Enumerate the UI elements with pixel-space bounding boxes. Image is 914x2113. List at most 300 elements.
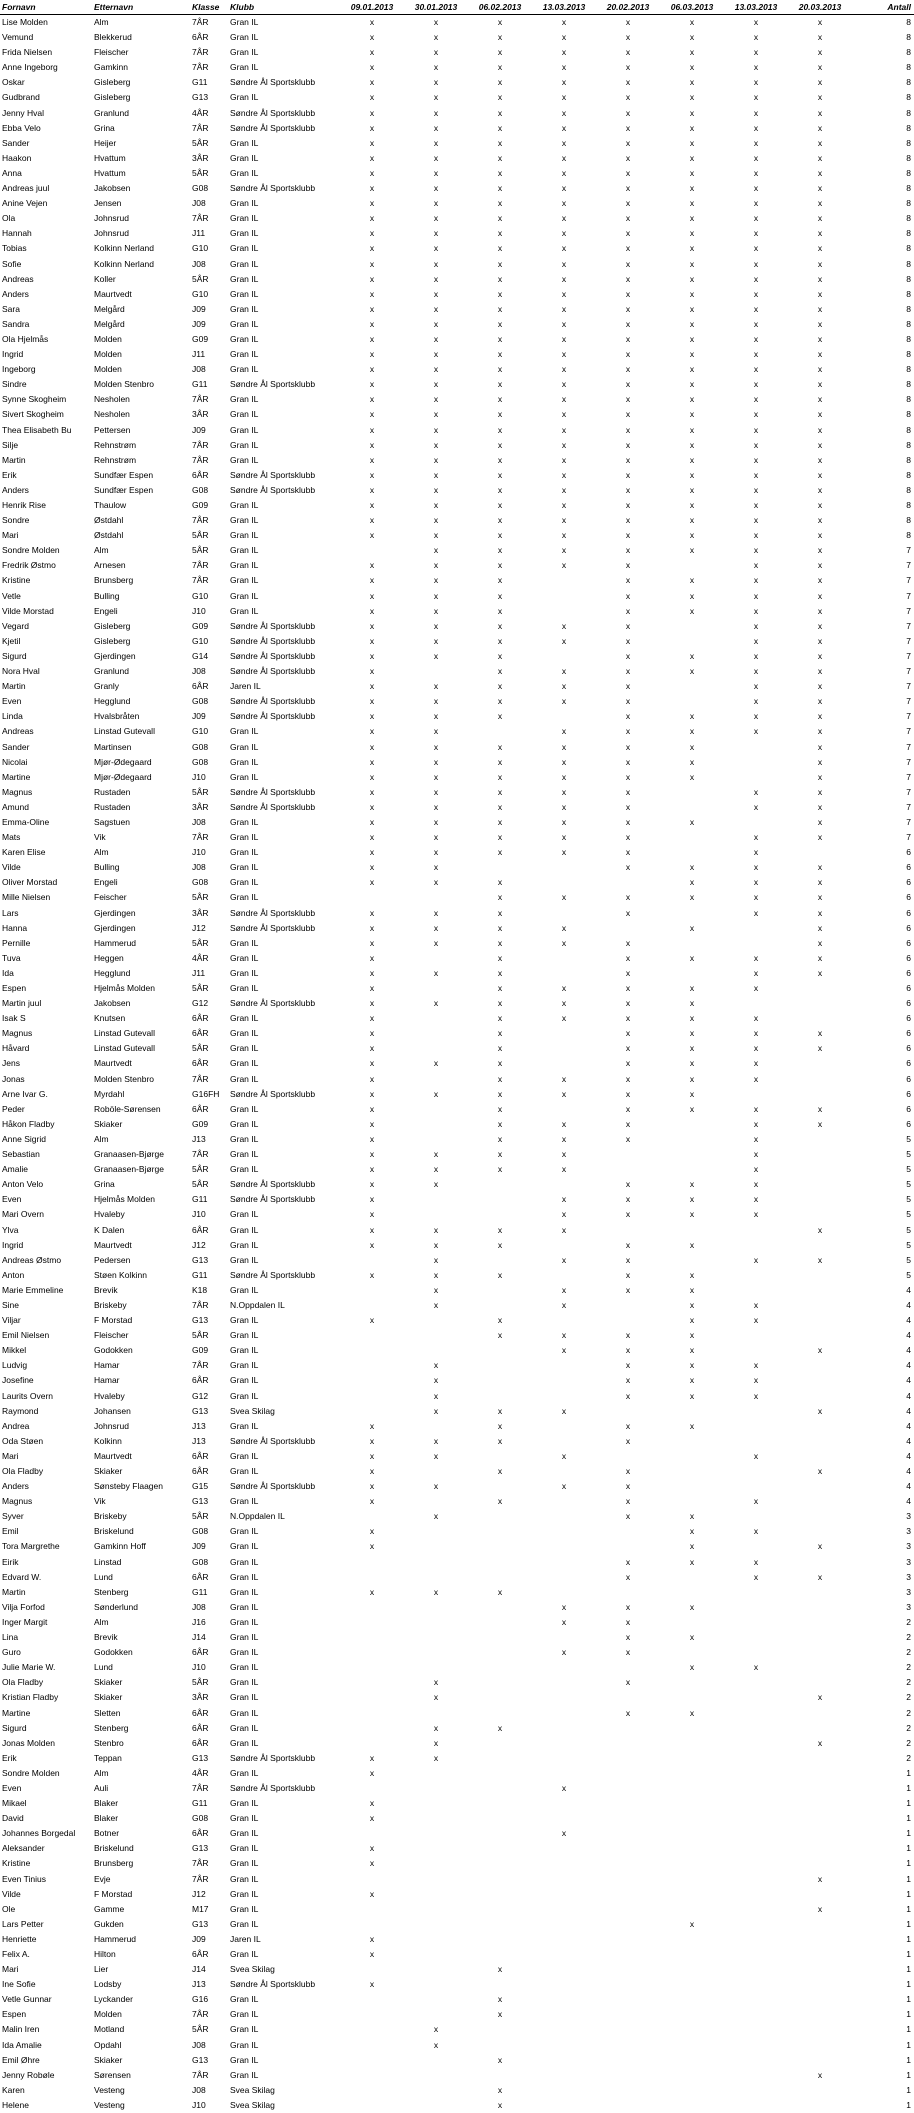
class-cell: 5ÅR — [190, 1177, 228, 1192]
date-6-cell — [660, 1887, 724, 1902]
header-date-5: 20.02.2013 — [596, 0, 660, 15]
club-cell: Gran IL — [228, 1132, 340, 1147]
date-5-cell: x — [596, 860, 660, 875]
first-name-cell: Sondre Molden — [0, 1766, 92, 1781]
date-3-cell: x — [468, 589, 532, 604]
club-cell: Søndre Ål Sportsklubb — [228, 121, 340, 136]
date-8-cell: x — [788, 679, 852, 694]
date-1-cell: x — [340, 1494, 404, 1509]
first-name-cell: Anine Vejen — [0, 196, 92, 211]
date-1-cell — [340, 1404, 404, 1419]
date-8-cell: x — [788, 709, 852, 724]
date-4-cell: x — [532, 136, 596, 151]
count-cell: 5 — [852, 1223, 914, 1238]
date-2-cell: x — [404, 921, 468, 936]
class-cell: J10 — [190, 1660, 228, 1675]
date-8-cell — [788, 1389, 852, 1404]
date-3-cell — [468, 1570, 532, 1585]
class-cell: J12 — [190, 1887, 228, 1902]
date-3-cell — [468, 1856, 532, 1871]
table-row — [0, 1117, 914, 1132]
date-1-cell: x — [340, 906, 404, 921]
date-3-cell: x — [468, 60, 532, 75]
last-name-cell: Feischer — [92, 890, 190, 905]
header-klubb: Klubb — [228, 0, 340, 15]
date-5-cell: x — [596, 1132, 660, 1147]
first-name-cell: Jonas Molden — [0, 1736, 92, 1751]
date-7-cell: x — [724, 438, 788, 453]
count-cell: 8 — [852, 226, 914, 241]
class-cell: 6ÅR — [190, 1721, 228, 1736]
count-cell: 1 — [852, 1932, 914, 1947]
class-cell: G08 — [190, 694, 228, 709]
count-cell: 1 — [852, 1977, 914, 1992]
date-2-cell: x — [404, 1585, 468, 1600]
date-6-cell: x — [660, 1072, 724, 1087]
date-5-cell: x — [596, 121, 660, 136]
club-cell: Gran IL — [228, 543, 340, 558]
date-5-cell: x — [596, 1600, 660, 1615]
date-5-cell: x — [596, 332, 660, 347]
last-name-cell: Brevik — [92, 1283, 190, 1298]
date-2-cell: x — [404, 1056, 468, 1071]
date-6-cell — [660, 1841, 724, 1856]
date-2-cell — [404, 1555, 468, 1570]
date-2-cell: x — [404, 453, 468, 468]
table-row — [0, 679, 914, 694]
class-cell: G13 — [190, 1751, 228, 1766]
date-2-cell: x — [404, 75, 468, 90]
date-5-cell: x — [596, 1087, 660, 1102]
first-name-cell: Vetle — [0, 589, 92, 604]
date-1-cell: x — [340, 151, 404, 166]
date-2-cell: x — [404, 151, 468, 166]
table-row — [0, 1373, 914, 1388]
date-4-cell — [532, 906, 596, 921]
date-2-cell — [404, 1600, 468, 1615]
date-5-cell: x — [596, 1026, 660, 1041]
first-name-cell: Andreas Østmo — [0, 1253, 92, 1268]
first-name-cell: Thea Elisabeth Bu — [0, 423, 92, 438]
last-name-cell: Opdahl — [92, 2038, 190, 2053]
count-cell: 8 — [852, 302, 914, 317]
date-2-cell: x — [404, 709, 468, 724]
table-row — [0, 740, 914, 755]
date-4-cell: x — [532, 1328, 596, 1343]
date-4-cell — [532, 1660, 596, 1675]
club-cell: Søndre Ål Sportsklubb — [228, 906, 340, 921]
class-cell: 5ÅR — [190, 1675, 228, 1690]
date-3-cell — [468, 1675, 532, 1690]
club-cell: Gran IL — [228, 1856, 340, 1871]
date-3-cell: x — [468, 1962, 532, 1977]
club-cell: Gran IL — [228, 1766, 340, 1781]
date-5-cell: x — [596, 1041, 660, 1056]
date-6-cell — [660, 1766, 724, 1781]
class-cell: 5ÅR — [190, 543, 228, 558]
club-cell: Gran IL — [228, 724, 340, 739]
first-name-cell: Håvard — [0, 1041, 92, 1056]
last-name-cell: Rustaden — [92, 800, 190, 815]
date-7-cell: x — [724, 845, 788, 860]
count-cell: 4 — [852, 1373, 914, 1388]
count-cell: 6 — [852, 906, 914, 921]
club-cell: Svea Skilag — [228, 1404, 340, 1419]
last-name-cell: Vesteng — [92, 2098, 190, 2113]
first-name-cell: Even — [0, 1192, 92, 1207]
date-3-cell: x — [468, 740, 532, 755]
first-name-cell: Lars Petter — [0, 1917, 92, 1932]
date-1-cell: x — [340, 90, 404, 105]
table-row — [0, 257, 914, 272]
date-1-cell: x — [340, 1102, 404, 1117]
date-4-cell: x — [532, 272, 596, 287]
date-5-cell: x — [596, 604, 660, 619]
date-8-cell: x — [788, 2068, 852, 2083]
last-name-cell: Skiaker — [92, 1117, 190, 1132]
table-row — [0, 166, 914, 181]
date-6-cell: x — [660, 1026, 724, 1041]
club-cell: Gran IL — [228, 136, 340, 151]
date-7-cell: x — [724, 90, 788, 105]
date-8-cell: x — [788, 573, 852, 588]
count-cell: 2 — [852, 1706, 914, 1721]
date-1-cell — [340, 1343, 404, 1358]
last-name-cell: Stenberg — [92, 1585, 190, 1600]
date-1-cell — [340, 1298, 404, 1313]
date-2-cell — [404, 1494, 468, 1509]
date-5-cell: x — [596, 709, 660, 724]
date-4-cell — [532, 1811, 596, 1826]
first-name-cell: Tobias — [0, 241, 92, 256]
date-4-cell: x — [532, 679, 596, 694]
date-6-cell: x — [660, 589, 724, 604]
date-5-cell: x — [596, 166, 660, 181]
date-4-cell — [532, 875, 596, 890]
first-name-cell: Mari — [0, 1449, 92, 1464]
date-6-cell — [660, 2053, 724, 2068]
first-name-cell: Mikkel — [0, 1343, 92, 1358]
count-cell: 8 — [852, 377, 914, 392]
date-1-cell — [340, 1826, 404, 1841]
date-7-cell — [724, 815, 788, 830]
table-row — [0, 181, 914, 196]
last-name-cell: Blaker — [92, 1811, 190, 1826]
date-8-cell: x — [788, 407, 852, 422]
date-7-cell — [724, 1917, 788, 1932]
club-cell: Søndre Ål Sportsklubb — [228, 1192, 340, 1207]
date-5-cell: x — [596, 136, 660, 151]
table-row — [0, 1147, 914, 1162]
date-5-cell: x — [596, 1675, 660, 1690]
date-2-cell: x — [404, 121, 468, 136]
date-8-cell — [788, 1419, 852, 1434]
date-5-cell: x — [596, 785, 660, 800]
date-1-cell: x — [340, 181, 404, 196]
date-5-cell: x — [596, 181, 660, 196]
date-6-cell — [660, 1721, 724, 1736]
date-5-cell: x — [596, 1268, 660, 1283]
date-3-cell: x — [468, 1268, 532, 1283]
last-name-cell: Arnesen — [92, 558, 190, 573]
count-cell: 6 — [852, 966, 914, 981]
date-5-cell — [596, 1932, 660, 1947]
date-4-cell — [532, 2068, 596, 2083]
date-7-cell: x — [724, 211, 788, 226]
date-4-cell — [532, 2022, 596, 2037]
header-fornavn: Fornavn — [0, 0, 92, 15]
club-cell: Gran IL — [228, 558, 340, 573]
club-cell: Gran IL — [228, 1826, 340, 1841]
table-row — [0, 1298, 914, 1313]
date-2-cell: x — [404, 317, 468, 332]
first-name-cell: Emil Øhre — [0, 2053, 92, 2068]
date-2-cell: x — [404, 483, 468, 498]
count-cell: 3 — [852, 1509, 914, 1524]
class-cell: J11 — [190, 347, 228, 362]
date-2-cell — [404, 1072, 468, 1087]
date-6-cell: x — [660, 1177, 724, 1192]
date-4-cell: x — [532, 558, 596, 573]
date-8-cell — [788, 1072, 852, 1087]
date-8-cell — [788, 2083, 852, 2098]
last-name-cell: Gjerdingen — [92, 921, 190, 936]
date-8-cell — [788, 996, 852, 1011]
date-8-cell — [788, 1238, 852, 1253]
count-cell: 2 — [852, 1615, 914, 1630]
date-2-cell — [404, 1011, 468, 1026]
date-2-cell: x — [404, 936, 468, 951]
date-7-cell: x — [724, 664, 788, 679]
first-name-cell: Jens — [0, 1056, 92, 1071]
last-name-cell: Gisleberg — [92, 75, 190, 90]
date-2-cell — [404, 1977, 468, 1992]
first-name-cell: Martine — [0, 770, 92, 785]
count-cell: 8 — [852, 60, 914, 75]
date-1-cell: x — [340, 1887, 404, 1902]
date-4-cell: x — [532, 1645, 596, 1660]
first-name-cell: Pernille — [0, 936, 92, 951]
date-7-cell: x — [724, 302, 788, 317]
date-2-cell — [404, 1962, 468, 1977]
club-cell: Gran IL — [228, 1056, 340, 1071]
date-1-cell: x — [340, 1207, 404, 1222]
table-row — [0, 1675, 914, 1690]
class-cell: 5ÅR — [190, 1509, 228, 1524]
club-cell: Jaren IL — [228, 1932, 340, 1947]
date-3-cell: x — [468, 875, 532, 890]
club-cell: Søndre Ål Sportsklubb — [228, 996, 340, 1011]
date-2-cell: x — [404, 815, 468, 830]
club-cell: Gran IL — [228, 407, 340, 422]
date-1-cell — [340, 2022, 404, 2037]
date-6-cell: x — [660, 15, 724, 31]
club-cell: Gran IL — [228, 347, 340, 362]
date-6-cell: x — [660, 332, 724, 347]
date-7-cell — [724, 1736, 788, 1751]
date-3-cell: x — [468, 2053, 532, 2068]
date-5-cell: x — [596, 936, 660, 951]
date-1-cell: x — [340, 996, 404, 1011]
first-name-cell: Linda — [0, 709, 92, 724]
club-cell: Gran IL — [228, 90, 340, 105]
date-2-cell: x — [404, 649, 468, 664]
date-6-cell — [660, 2068, 724, 2083]
date-5-cell — [596, 1872, 660, 1887]
date-8-cell — [788, 1177, 852, 1192]
count-cell: 5 — [852, 1132, 914, 1147]
class-cell: 6ÅR — [190, 1645, 228, 1660]
date-3-cell: x — [468, 438, 532, 453]
first-name-cell: Isak S — [0, 1011, 92, 1026]
date-1-cell: x — [340, 1449, 404, 1464]
date-8-cell: x — [788, 136, 852, 151]
last-name-cell: Grina — [92, 121, 190, 136]
date-8-cell — [788, 1826, 852, 1841]
date-6-cell — [660, 1826, 724, 1841]
count-cell: 1 — [852, 1887, 914, 1902]
date-1-cell: x — [340, 709, 404, 724]
club-cell: Gran IL — [228, 1796, 340, 1811]
club-cell: Gran IL — [228, 1102, 340, 1117]
table-row — [0, 332, 914, 347]
club-cell: Gran IL — [228, 1373, 340, 1388]
date-7-cell: x — [724, 1524, 788, 1539]
count-cell: 8 — [852, 438, 914, 453]
first-name-cell: Jenny Hval — [0, 106, 92, 121]
date-5-cell — [596, 1902, 660, 1917]
first-name-cell: Erik — [0, 468, 92, 483]
date-6-cell — [660, 1962, 724, 1977]
date-2-cell: x — [404, 906, 468, 921]
date-2-cell: x — [404, 287, 468, 302]
table-row — [0, 1736, 914, 1751]
date-5-cell: x — [596, 770, 660, 785]
date-7-cell: x — [724, 860, 788, 875]
date-1-cell: x — [340, 1419, 404, 1434]
date-7-cell — [724, 2068, 788, 2083]
class-cell: 7ÅR — [190, 1856, 228, 1871]
club-cell: Gran IL — [228, 151, 340, 166]
class-cell: J08 — [190, 2038, 228, 2053]
count-cell: 5 — [852, 1207, 914, 1222]
date-3-cell — [468, 1615, 532, 1630]
date-4-cell — [532, 1917, 596, 1932]
date-7-cell — [724, 1539, 788, 1554]
last-name-cell: Roböle-Sørensen — [92, 1102, 190, 1117]
date-8-cell: x — [788, 317, 852, 332]
date-5-cell: x — [596, 1238, 660, 1253]
date-4-cell: x — [532, 317, 596, 332]
table-row — [0, 558, 914, 573]
table-row — [0, 30, 914, 45]
last-name-cell: Alm — [92, 1766, 190, 1781]
date-8-cell — [788, 1147, 852, 1162]
date-1-cell: x — [340, 75, 404, 90]
date-3-cell: x — [468, 1585, 532, 1600]
table-row — [0, 2038, 914, 2053]
first-name-cell: Vilde Morstad — [0, 604, 92, 619]
date-6-cell — [660, 1811, 724, 1826]
class-cell: M17 — [190, 1902, 228, 1917]
date-8-cell: x — [788, 1736, 852, 1751]
last-name-cell: F Morstad — [92, 1313, 190, 1328]
date-6-cell: x — [660, 1389, 724, 1404]
count-cell: 6 — [852, 921, 914, 936]
club-cell: Gran IL — [228, 815, 340, 830]
date-1-cell: x — [340, 1056, 404, 1071]
first-name-cell: Sivert Skogheim — [0, 407, 92, 422]
count-cell: 8 — [852, 498, 914, 513]
table-row — [0, 151, 914, 166]
table-row — [0, 1796, 914, 1811]
date-5-cell — [596, 2053, 660, 2068]
date-5-cell: x — [596, 453, 660, 468]
club-cell: Gran IL — [228, 317, 340, 332]
date-3-cell — [468, 1253, 532, 1268]
date-4-cell — [532, 1992, 596, 2007]
date-5-cell — [596, 2098, 660, 2113]
table-row — [0, 272, 914, 287]
date-1-cell: x — [340, 936, 404, 951]
club-cell: Gran IL — [228, 1494, 340, 1509]
date-6-cell: x — [660, 1102, 724, 1117]
last-name-cell: Fleischer — [92, 45, 190, 60]
date-8-cell — [788, 1328, 852, 1343]
last-name-cell: Sundfær Espen — [92, 483, 190, 498]
last-name-cell: F Morstad — [92, 1887, 190, 1902]
count-cell: 4 — [852, 1328, 914, 1343]
date-7-cell — [724, 1856, 788, 1871]
date-8-cell — [788, 1479, 852, 1494]
first-name-cell: Hanna — [0, 921, 92, 936]
last-name-cell: Stenberg — [92, 1721, 190, 1736]
last-name-cell: Pettersen — [92, 423, 190, 438]
date-5-cell — [596, 2007, 660, 2022]
date-1-cell: x — [340, 921, 404, 936]
date-7-cell — [724, 1706, 788, 1721]
club-cell: Søndre Ål Sportsklubb — [228, 1479, 340, 1494]
date-6-cell — [660, 906, 724, 921]
last-name-cell: Rehnstrøm — [92, 453, 190, 468]
first-name-cell: Magnus — [0, 1494, 92, 1509]
club-cell: Søndre Ål Sportsklubb — [228, 634, 340, 649]
count-cell: 8 — [852, 15, 914, 31]
club-cell: Gran IL — [228, 1449, 340, 1464]
date-4-cell: x — [532, 996, 596, 1011]
date-3-cell — [468, 1706, 532, 1721]
table-row — [0, 1751, 914, 1766]
date-1-cell: x — [340, 604, 404, 619]
date-8-cell: x — [788, 1404, 852, 1419]
date-7-cell: x — [724, 1298, 788, 1313]
club-cell: N.Oppdalen IL — [228, 1509, 340, 1524]
count-cell: 8 — [852, 136, 914, 151]
first-name-cell: Anders — [0, 287, 92, 302]
first-name-cell: Kristine — [0, 573, 92, 588]
class-cell: 4ÅR — [190, 951, 228, 966]
date-5-cell: x — [596, 60, 660, 75]
date-4-cell — [532, 1721, 596, 1736]
club-cell: Søndre Ål Sportsklubb — [228, 1434, 340, 1449]
first-name-cell: Gudbrand — [0, 90, 92, 105]
date-2-cell — [404, 664, 468, 679]
last-name-cell: Johnsrud — [92, 211, 190, 226]
date-7-cell: x — [724, 15, 788, 31]
date-5-cell — [596, 1917, 660, 1932]
date-1-cell: x — [340, 392, 404, 407]
first-name-cell: Vilde — [0, 1887, 92, 1902]
